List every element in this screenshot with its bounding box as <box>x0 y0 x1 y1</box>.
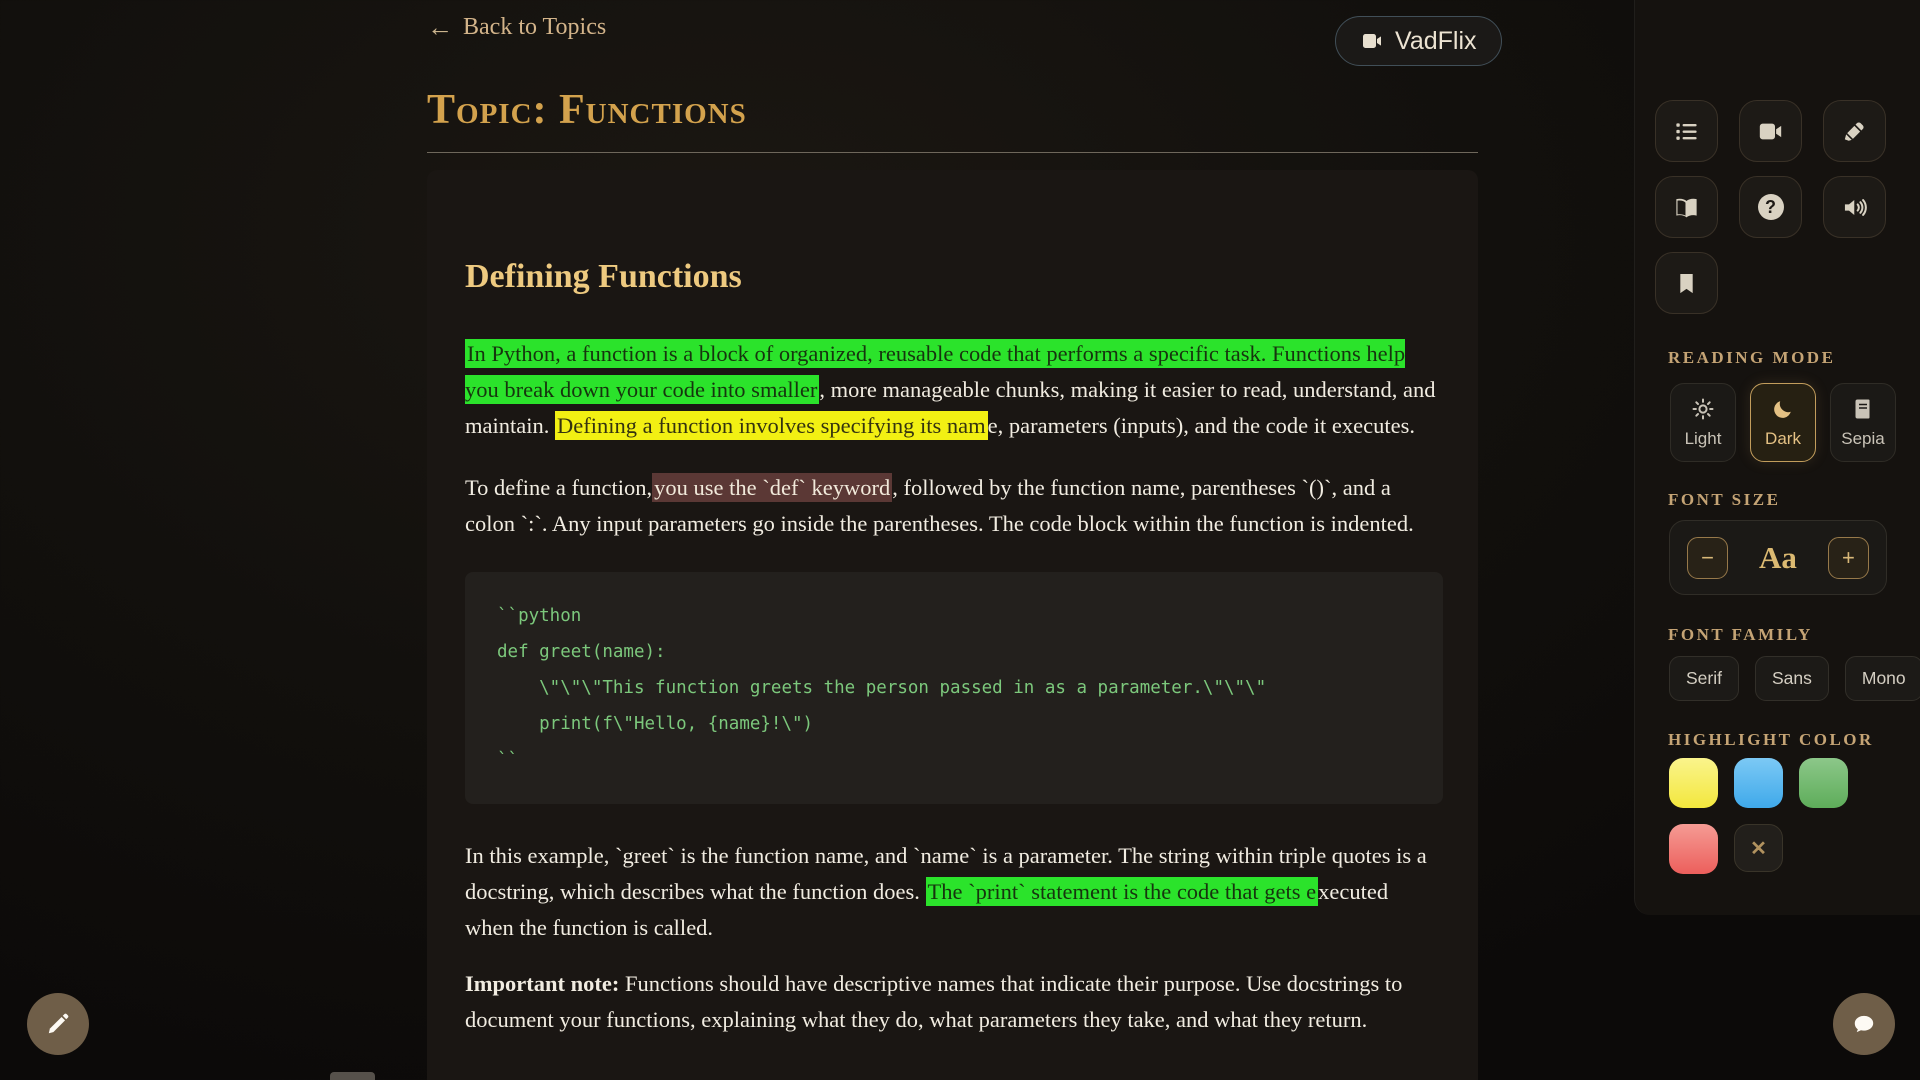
swatch-yellow[interactable] <box>1669 758 1718 808</box>
pencil-icon <box>45 1011 71 1037</box>
text-segment: e, parameters (inputs), and the code it executes. <box>987 413 1415 438</box>
vadflix-button[interactable] <box>1335 16 1502 66</box>
help-button[interactable] <box>1739 176 1802 238</box>
font-family-option-label: Serif <box>1686 668 1722 688</box>
font-mono-button[interactable] <box>1845 656 1920 701</box>
mode-dark-button[interactable] <box>1750 383 1816 462</box>
decrease-font-button[interactable] <box>1687 537 1728 579</box>
plus-icon: + <box>1842 544 1855 570</box>
section-heading: Defining Functions <box>465 258 742 295</box>
video-camera-icon <box>1757 118 1784 145</box>
back-to-topics-link[interactable] <box>427 14 606 41</box>
settings-sidebar <box>1634 0 1920 1080</box>
mode-label: Dark <box>1765 428 1801 448</box>
reader-button[interactable] <box>1655 176 1718 238</box>
code-block <box>465 572 1443 804</box>
moon-icon <box>1771 397 1795 421</box>
font-family-label: FONT FAMILY <box>1668 625 1813 644</box>
text-segment: , followed by the function name, parentheses `()`, and a colon `:`. Any input parameters go inside the parentheses. The code block within the function is indented. <box>465 475 1414 536</box>
help-icon: ? <box>1758 194 1784 220</box>
brand-label: VadFlix <box>1395 26 1477 55</box>
font-serif-button[interactable] <box>1669 656 1739 701</box>
video-button[interactable] <box>1739 100 1802 162</box>
edit-fab-button[interactable] <box>27 993 89 1055</box>
mode-label: Sepia <box>1841 428 1885 448</box>
open-book-icon <box>1673 194 1700 221</box>
speaker-icon <box>1841 194 1868 221</box>
highlight-swatch-row <box>1669 758 1848 808</box>
article-sheet <box>427 170 1478 1080</box>
green-highlight[interactable]: In Python, a function is a block of organized, reusable code that performs a specific task. Functions help you break down your code into smaller <box>465 341 1406 402</box>
highlight-swatch-row <box>1669 824 1783 874</box>
text-segment: Functions should have descriptive names that indicate their purpose. Use docstrings to document your functions, explaining what they do, what parameters they take, and what they return. <box>465 971 1403 1032</box>
list-button[interactable] <box>1655 100 1718 162</box>
maroon-highlight[interactable]: you use the `def` keyword <box>654 475 891 500</box>
swatch-red[interactable] <box>1669 824 1718 874</box>
code-line: `` <box>497 750 519 770</box>
clear-highlight-button[interactable] <box>1734 824 1783 872</box>
reading-mode-group <box>1670 383 1896 462</box>
font-size-control <box>1669 520 1887 595</box>
chat-fab-button[interactable] <box>1833 993 1895 1055</box>
paragraph <box>465 966 1440 1038</box>
swatch-green[interactable] <box>1799 758 1848 808</box>
yellow-highlight[interactable]: Defining a function involves specifying its nam <box>556 413 986 438</box>
increase-font-button[interactable] <box>1828 537 1869 579</box>
font-family-option-label: Mono <box>1861 668 1906 688</box>
video-camera-icon <box>1360 29 1384 53</box>
code-line: def greet(name): <box>497 642 666 662</box>
font-family-option-label: Sans <box>1771 668 1812 688</box>
paragraph <box>465 470 1440 542</box>
reading-mode-label: READING MODE <box>1668 348 1836 367</box>
font-sans-button[interactable] <box>1755 656 1829 701</box>
book-icon <box>1851 397 1875 421</box>
font-size-sample: Aa <box>1759 539 1797 575</box>
list-icon <box>1673 118 1700 145</box>
text-segment: To define a function, <box>465 475 653 500</box>
title-divider <box>427 152 1478 153</box>
paragraph <box>465 838 1440 946</box>
bookmark-icon <box>1673 270 1700 297</box>
audio-button[interactable] <box>1823 176 1886 238</box>
sun-icon <box>1691 397 1715 421</box>
code-line: ``python <box>497 606 582 626</box>
text-segment: In this example, `greet` is the function name, and `name` is a parameter. The string within triple quotes is a docstring, which describes what the function does. <box>465 843 1427 904</box>
text-segment: , more manageable chunks, making it easier to read, understand, and maintain. <box>465 377 1436 438</box>
mode-label: Light <box>1684 428 1722 448</box>
highlighter-button[interactable] <box>1823 100 1886 162</box>
highlight-color-label: HIGHLIGHT COLOR <box>1668 730 1874 749</box>
code-line: print(f\"Hello, {name}!\") <box>497 714 814 734</box>
mode-sepia-button[interactable] <box>1830 383 1896 462</box>
back-link-label: Back to Topics <box>463 14 607 40</box>
swatch-blue[interactable] <box>1734 758 1783 808</box>
minus-icon: − <box>1701 544 1714 570</box>
back-arrow-icon: ← <box>427 12 453 42</box>
chat-bubble-icon <box>1851 1011 1877 1037</box>
bookmark-button[interactable] <box>1655 252 1718 314</box>
important-note-label: Important note: <box>465 971 620 996</box>
font-size-label: FONT SIZE <box>1668 490 1781 509</box>
clear-icon: ✕ <box>1750 837 1767 860</box>
tool-grid <box>1655 100 1905 314</box>
highlighter-icon <box>1841 118 1868 145</box>
font-family-group <box>1669 656 1920 701</box>
paragraph <box>465 336 1440 444</box>
code-line: \"\"\"This function greets the person passed in as a parameter.\"\"\" <box>497 678 1267 698</box>
scrollbar-thumb[interactable] <box>330 1072 375 1080</box>
mode-light-button[interactable] <box>1670 383 1736 462</box>
text-segment: xecuted when the function is called. <box>465 879 1389 940</box>
green-highlight[interactable]: The `print` statement is the code that gets e <box>927 879 1317 904</box>
page-title: Topic: Functions <box>427 87 747 133</box>
